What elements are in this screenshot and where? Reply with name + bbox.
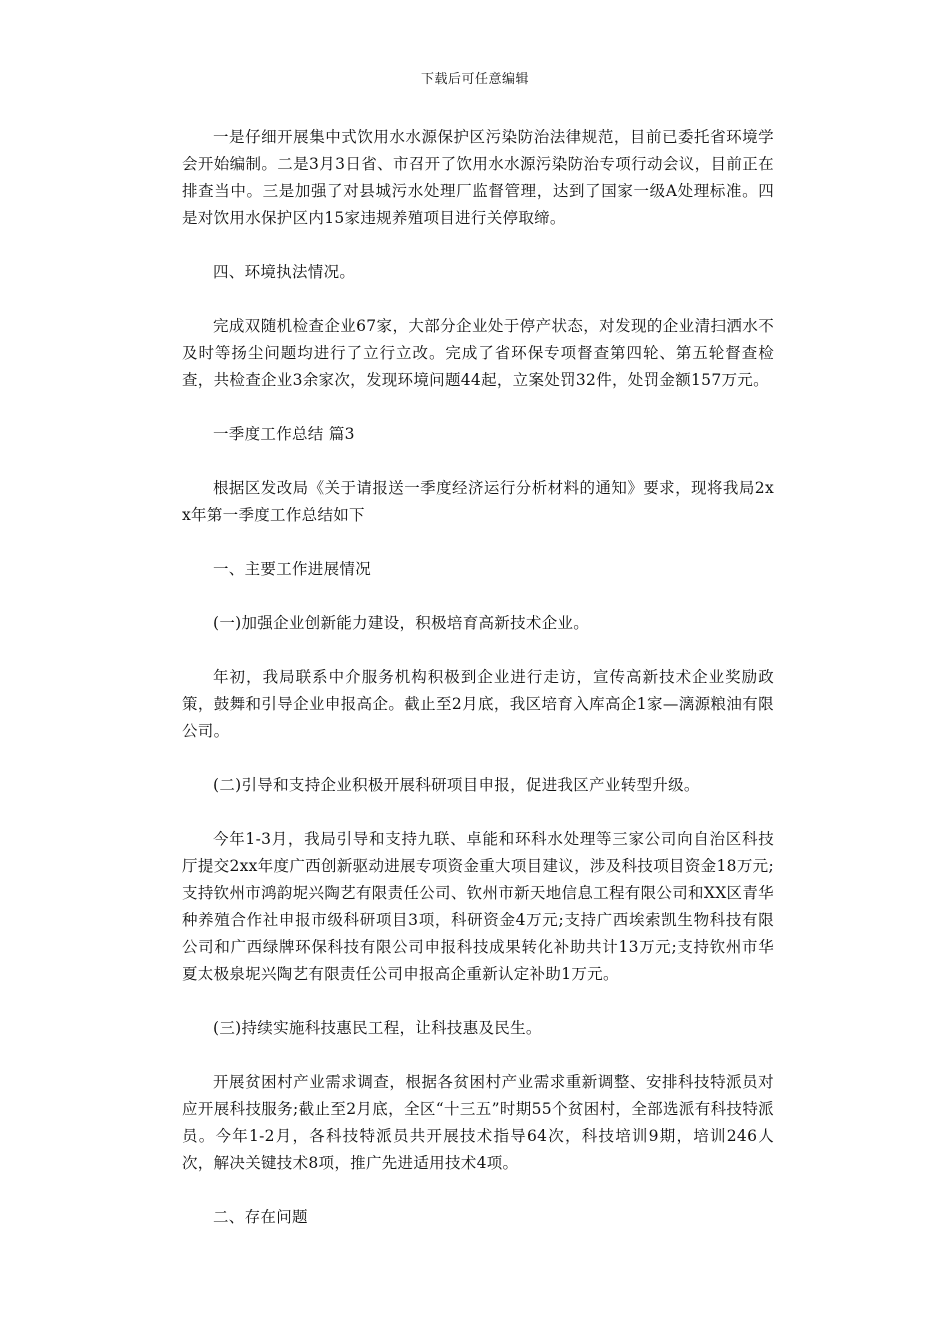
section-heading-main-progress: 一、主要工作进展情况	[213, 560, 372, 578]
section-heading-law-enforcement: 四、环境执法情况。	[213, 263, 356, 281]
document-body	[182, 124, 774, 1258]
paragraph-poverty-villages: 开展贫困村产业需求调查，根据各贫困村产业需求重新调整、安排科技特派员对应开展科技服务;截止至2月底，全区“十三五”时期55个贫困村，全部选派有科技特派员。今年1-2月，各科技特派员共开展技术指导64次，科技培训9期，培训246人次，解决关键技术8项，推广先进适用技术4项。	[182, 1073, 774, 1172]
paragraph-introduction: 根据区发改局《关于请报送一季度经济运行分析材料的通知》要求，现将我局2xx年第一季度工作总结如下	[182, 479, 774, 524]
section-heading-problems: 二、存在问题	[213, 1208, 308, 1226]
paragraph-inspection-results: 完成双随机检查企业67家，大部分企业处于停产状态，对发现的企业清扫洒水不及时等扬尘问题均进行了立行立改。完成了省环保专项督查第四轮、第五轮督查检查，共检查企业3余家次，发现环境问题44起，立案处罚32件，处罚金额157万元。	[182, 317, 774, 389]
subheading-tech-benefits: (三)持续实施科技惠民工程，让科技惠及民生。	[213, 1019, 542, 1037]
page-header: 下载后可任意编辑	[420, 72, 529, 87]
article-title-part-3: 一季度工作总结 篇3	[213, 425, 355, 443]
paragraph-high-tech-enterprises: 年初，我局联系中介服务机构积极到企业进行走访，宣传高新技术企业奖励政策，鼓舞和引导企业申报高企。截止至2月底，我区培育入库高企1家—漓源粮油有限公司。	[182, 668, 774, 740]
paragraph-research-funding: 今年1-3月，我局引导和支持九联、卓能和环科水处理等三家公司向自治区科技厅提交2xx年度广西创新驱动进展专项资金重大项目建议，涉及科技项目资金18万元;支持钦州市鸿韵坭兴陶艺有限责任公司、钦州市新天地信息工程有限公司和XX区青华种养殖合作社申报市级科研项目3项，科研资金4万元;支持广西埃索凯生物科技有限公司和广西绿牌环保科技有限公司申报科技成果转化补助共计13万元;支持钦州市华夏太极泉坭兴陶艺有限责任公司申报高企重新认定补助1万元。	[182, 830, 774, 983]
subheading-research-projects: (二)引导和支持企业积极开展科研项目申报，促进我区产业转型升级。	[213, 776, 700, 794]
paragraph-water-source-protection: 一是仔细开展集中式饮用水水源保护区污染防治法律规范，目前已委托省环境学会开始编制。二是3月3日省、市召开了饮用水水源污染防治专项行动会议，目前正在排查当中。三是加强了对县城污水处理厂监督管理，达到了国家一级A处理标准。四是对饮用水保护区内15家违规养殖项目进行关停取缔。	[182, 128, 774, 227]
subheading-innovation-capacity: (一)加强企业创新能力建设，积极培育高新技术企业。	[213, 614, 590, 632]
